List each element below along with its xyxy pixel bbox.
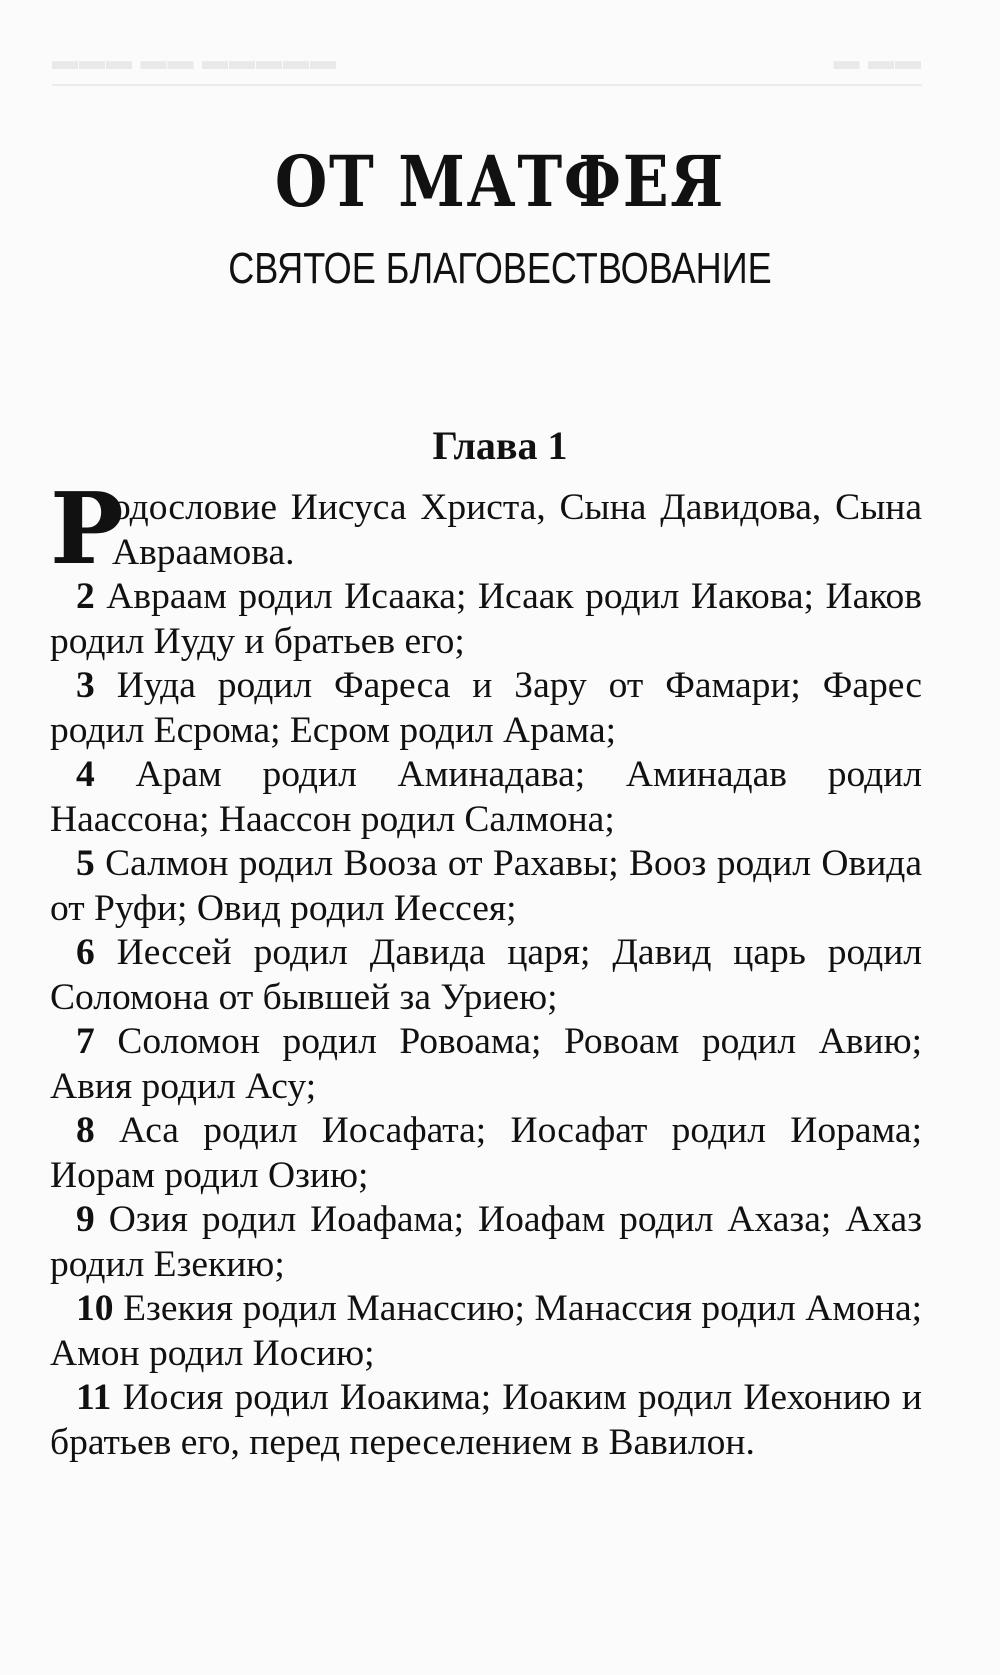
verse — [50, 1287, 922, 1376]
verse — [50, 1109, 922, 1198]
verse-number: 8 — [76, 1110, 95, 1151]
verse-text: Соломон родил Ровоама; Ровоам родил Авию; Авия родил Асу; — [50, 1021, 923, 1107]
verse-text: Салмон родил Вооза от Рахавы; Вооз родил Овида от Руфи; Овид родил Иессея; — [50, 843, 922, 929]
drop-cap: Р — [50, 472, 124, 587]
book-subtitle: СВЯТОЕ БЛАГОВЕСТВОВАНИЕ — [228, 244, 772, 293]
verse — [50, 575, 922, 664]
verse-number: 2 — [76, 576, 95, 617]
verse-text: Иессей родил Давида царя; Давид царь родил Соломона от бывшей за Уриею; — [50, 932, 922, 1018]
verse-number: 5 — [76, 843, 95, 884]
verse-text: Арам родил Аминадава; Аминадав родил Наассона; Наассон родил Салмона; — [50, 754, 923, 840]
verse-number: 6 — [76, 932, 95, 973]
scripture-text — [50, 472, 923, 1465]
verse-text: Озия родил Иоафама; Иоафам родил Ахаза; Ахаз родил Езекию; — [50, 1199, 923, 1285]
verse-1-text: одословие Иисуса Христа, Сына Давидова, Сына Авраамова. — [112, 487, 922, 573]
verse-number: 10 — [76, 1288, 114, 1329]
verse — [50, 1376, 922, 1465]
verse-1 — [50, 472, 922, 587]
verse-number: 3 — [76, 665, 95, 706]
verse-text: Аса родил Иосафата; Иосафат родил Иорама; Иорам родил Озию; — [50, 1110, 923, 1196]
verse-text: Иосия родил Иоакима; Иоаким родил Иехонию и братьев его, перед переселением в Вавилон. — [50, 1377, 923, 1463]
bleed-through-rule — [52, 84, 922, 86]
verse — [50, 931, 922, 1020]
bleed-through-right: ▬ ▬▬ — [833, 46, 922, 75]
verse — [50, 1198, 922, 1287]
chapter-heading: Глава 1 — [432, 423, 568, 468]
verse-text: Езекия родил Манассию; Манассия родил Амона; Амон родил Иосию; — [50, 1288, 923, 1374]
verse-number: 4 — [76, 754, 95, 795]
verse — [50, 664, 922, 753]
book-title: ОТ МАТФЕЯ — [274, 140, 726, 223]
bleed-through-running-head — [52, 46, 922, 76]
verse-text: Иуда родил Фареса и Зару от Фамари; Фарес родил Есрома; Есром родил Арама; — [50, 665, 923, 751]
verse — [50, 842, 922, 931]
verse — [50, 753, 922, 842]
bleed-through-left: ▬▬▬ ▬▬ ▬▬▬▬▬ — [52, 46, 337, 75]
verse-number: 7 — [76, 1021, 95, 1062]
verse — [50, 1020, 922, 1109]
verse-number: 9 — [76, 1199, 95, 1240]
verse-number: 11 — [76, 1377, 112, 1418]
verse-text: Авраам родил Исаака; Исаак родил Иакова; Иаков родил Иуду и братьев его; — [50, 576, 922, 662]
